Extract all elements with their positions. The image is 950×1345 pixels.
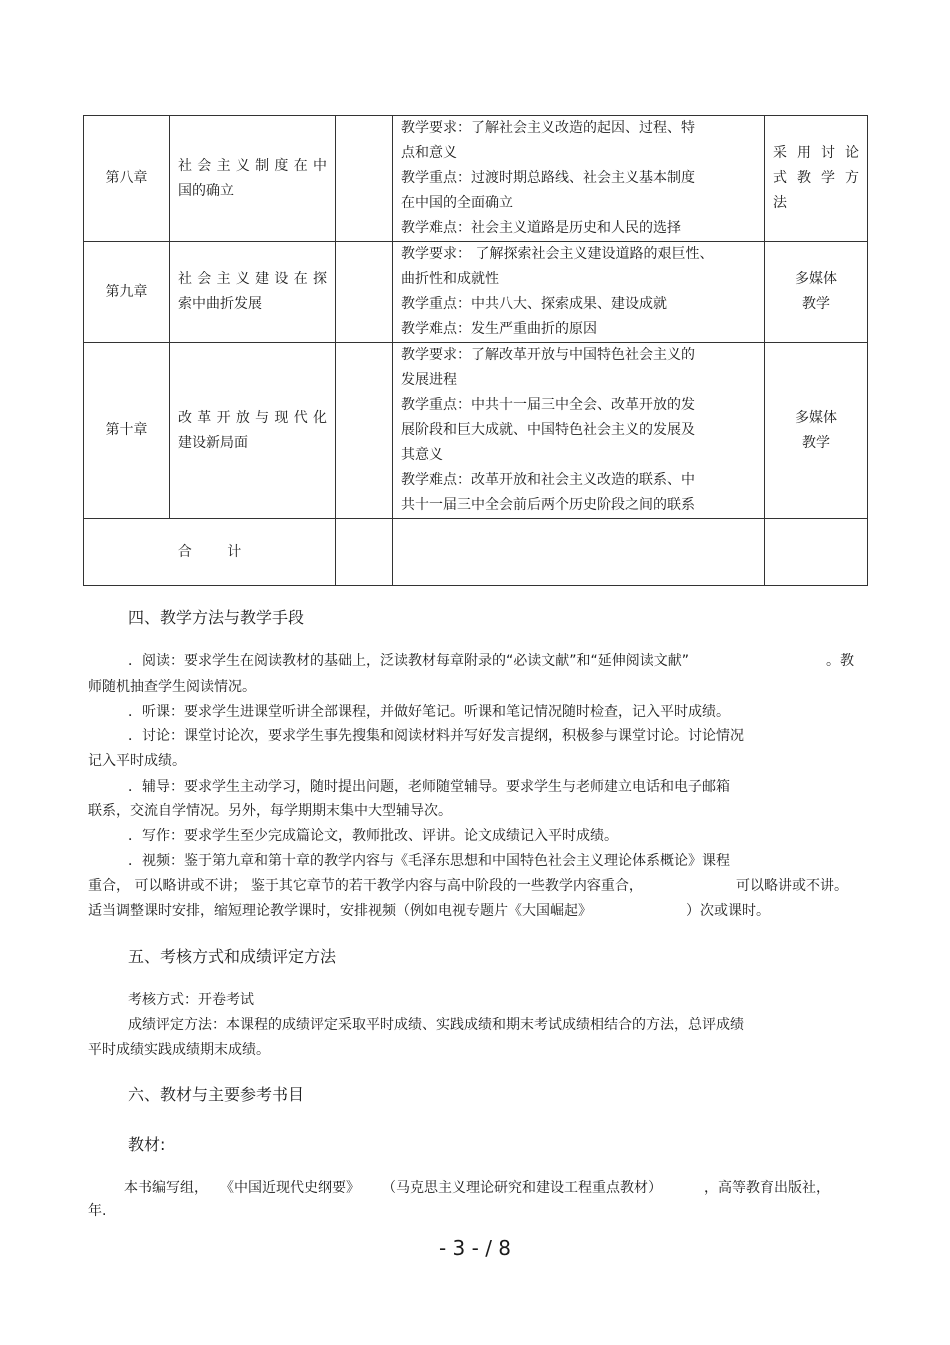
table-row — [84, 242, 868, 343]
table-row — [84, 343, 868, 519]
paragraph-line: 重合， 可以略讲或不讲； 鉴于其它章节的若干教学内容与高中阶段的一些教学内容重合， — [88, 878, 643, 894]
requirements-cell: 教学要求：了解社会主义改造的起因、过程、特 点和意义 教学重点：过渡时期总路线、社会主义基本制度 在中国的全面确立 教学难点：社会主义道路是历史和人民的选择 — [393, 116, 765, 242]
paragraph-line: 联系，交流自学情况。另外，每学期期末集中大型辅导次。 — [88, 803, 452, 819]
book-title: 《中国近现代史纲要》 — [220, 1180, 360, 1196]
paragraph-line: ．视频：鉴于第九章和第十章的教学内容与《毛泽东思想和中国特色社会主义理论体系概论》课程 — [128, 853, 730, 869]
paragraph-line: 可以略讲或不讲。 — [736, 878, 848, 894]
chapter-cell: 第十章 — [84, 343, 170, 519]
paragraph-line: ．辅导：要求学生主动学习，随时提出问题，老师随堂辅导。要求学生与老师建立电话和电子邮箱 — [128, 779, 730, 795]
paragraph-line: ）次或课时。 — [686, 903, 770, 919]
total-hours-cell — [336, 519, 393, 586]
topic-cell: 社会主义制度在中 国的确立 — [170, 116, 336, 242]
topic-cell: 社会主义建设在探 索中曲折发展 — [170, 242, 336, 343]
method-cell: 采用讨论 式教学方 法 — [765, 116, 868, 242]
section-heading-teaching-methods: 四、教学方法与教学手段 — [128, 608, 305, 627]
chapter-cell: 第八章 — [84, 116, 170, 242]
page-number: - 3 - / 8 — [438, 1236, 512, 1260]
paragraph-line: ．阅读：要求学生在阅读教材的基础上，泛读教材每章附录的“必读文献”和“延伸阅读文献” — [128, 653, 690, 669]
course-schedule-table — [83, 115, 868, 586]
book-author: 本书编写组， — [124, 1180, 208, 1196]
method-cell: 多媒体 教学 — [765, 343, 868, 519]
total-label: 合 计 — [84, 519, 336, 586]
section-heading-assessment: 五、考核方式和成绩评定方法 — [128, 947, 337, 966]
hours-cell — [336, 116, 393, 242]
book-series: （马克思主义理论研究和建设工程重点教材） — [382, 1180, 662, 1196]
grading-formula: 平时成绩实践成绩期末成绩。 — [88, 1042, 270, 1058]
table-total-row — [84, 519, 868, 586]
paragraph-line: 。教 — [826, 653, 854, 669]
exam-method: 考核方式：开卷考试 — [128, 992, 254, 1008]
total-req-cell — [393, 519, 765, 586]
paragraph-line: ．写作：要求学生至少完成篇论文，教师批改、评讲。论文成绩记入平时成绩。 — [128, 828, 618, 844]
method-cell: 多媒体 教学 — [765, 242, 868, 343]
paragraph-line: 记入平时成绩。 — [88, 753, 186, 769]
requirements-cell: 教学要求： 了解探索社会主义建设道路的艰巨性、 曲折性和成就性 教学重点：中共八大、探索成果、建设成就 教学难点：发生严重曲折的原因 — [393, 242, 765, 343]
paragraph-line: ．听课：要求学生进课堂听讲全部课程，并做好笔记。听课和笔记情况随时检查，记入平时成绩。 — [128, 704, 730, 720]
paragraph-line: 适当调整课时安排，缩短理论教学课时，安排视频（例如电视专题片《大国崛起》 — [88, 903, 592, 919]
requirements-cell: 教学要求：了解改革开放与中国特色社会主义的 发展进程 教学重点：中共十一届三中全会、改革开放的发 展阶段和巨大成就、中国特色社会主义的发展及 其意义 教学难点：改革开放和社会主义改造的联系、中 共十一届三中全会前后两个历史阶段之间的联系 — [393, 343, 765, 519]
textbook-label: 教材: — [128, 1135, 166, 1154]
paragraph-line: ．讨论：课堂讨论次，要求学生事先搜集和阅读材料并写好发言提纲，积极参与课堂讨论。讨论情况 — [128, 728, 744, 744]
paragraph-line: 师随机抽查学生阅读情况。 — [88, 679, 256, 695]
total-method-cell — [765, 519, 868, 586]
book-publisher: ，高等教育出版社， — [704, 1180, 830, 1196]
section-heading-textbooks: 六、教材与主要参考书目 — [128, 1085, 305, 1104]
book-year: 年. — [88, 1203, 107, 1219]
topic-cell: 改革开放与现代化 建设新局面 — [170, 343, 336, 519]
hours-cell — [336, 343, 393, 519]
chapter-cell: 第九章 — [84, 242, 170, 343]
hours-cell — [336, 242, 393, 343]
grading-method: 成绩评定方法：本课程的成绩评定采取平时成绩、实践成绩和期末考试成绩相结合的方法，总评成绩 — [128, 1017, 744, 1033]
table-row — [84, 116, 868, 242]
